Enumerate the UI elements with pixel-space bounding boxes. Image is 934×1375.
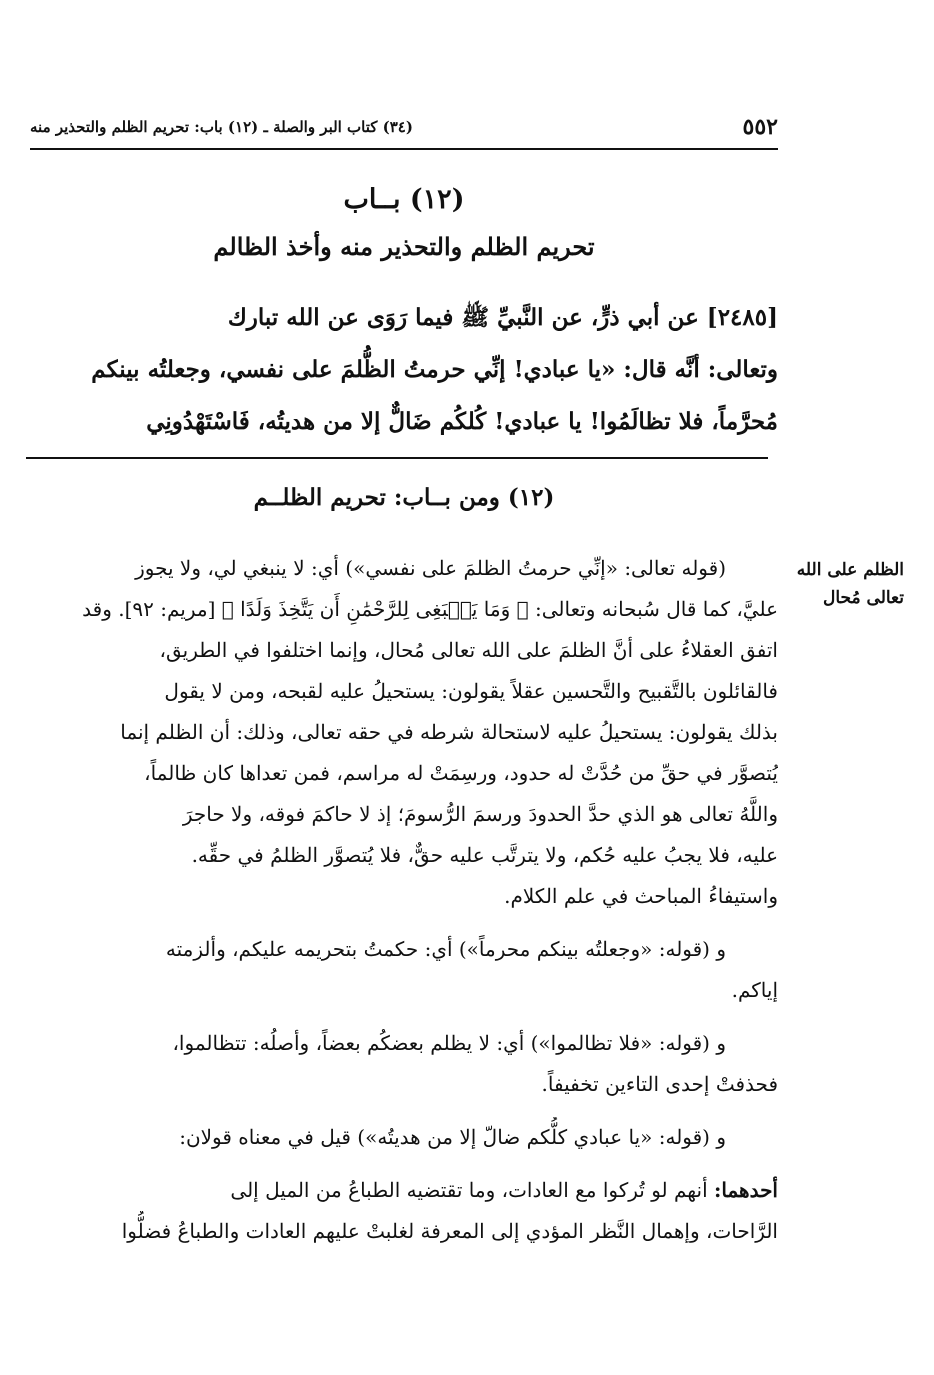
commentary-line: و (قوله: «فلا تظالموا») أي: لا يظلم بعضكُم بعضاً، وأصلُه: تتظالموا، (172, 1031, 726, 1055)
commentary-line: إياكم. (731, 978, 778, 1002)
commentary-line: الرَّاحات، وإهمال النَّظر المؤدي إلى المعرفة لغلبتْ عليهم العادات والطباعُ فضلُّوا (121, 1219, 778, 1243)
commentary-line: اتفق العقلاءُ على أنَّ الظلمَ على الله تعالى مُحال، وإنما اختلفوا في الطريق، (159, 638, 778, 662)
commentary-line: (قوله تعالى: «إنِّي حرمتُ الظلمَ على نفسي») أي: لا ينبغي لي، ولا يجوز (135, 556, 726, 580)
paragraph-lead: أحدهما: (713, 1178, 778, 1202)
commentary-line: واللَّهُ تعالى هو الذي حدَّ الحدودَ ورسمَ الرُّسومَ؛ إذ لا حاكمَ فوقه، ولا حاجرَ (182, 802, 778, 826)
hadith-line: وتعالى: أنَّه قال: «يا عبادي! إنِّي حرمتُ الظُّلمَ على نفسي، وجعلتُه بينكم (91, 356, 778, 383)
chapter-number: (١٢) بــاب (343, 184, 465, 215)
margin-note-line: الظلم على الله (796, 560, 904, 580)
commentary-line: عليَّ، كما قال سُبحانه وتعالى: ﴿ وَمَا يَنۢبَغِى لِلرَّحْمَٰنِ أَن يَتَّخِذَ وَلَدًا ﴾ [مريم: ٩٢]. وقد (82, 597, 778, 621)
margin-note (784, 556, 904, 612)
commentary-line: واستيفاءُ المباحث في علم الكلام. (504, 884, 778, 908)
page-number: ٥٥٢ (742, 114, 778, 140)
commentary-line: فحذفتْ إحدى التاءين تخفيفاً. (541, 1072, 778, 1096)
commentary-line-text: أنهم لو تُركوا مع العادات، وما تقتضيه الطباعُ من الميل إلى (230, 1178, 714, 1202)
commentary-line: و (قوله: «وجعلتُه بينكم محرماً») أي: حكمتُ بتحريمه عليكم، وألزمته (165, 937, 726, 961)
commentary-line (22, 1170, 778, 1211)
commentary-line: فالقائلون بالتَّقبيح والتَّحسين عقلاً يقولون: يستحيلُ عليه لقبحه، ومن لا يقول (164, 679, 778, 703)
margin-note-line: تعالى مُحال (823, 588, 904, 608)
chapter-title: تحريم الظلم والتحذير منه وأخذ الظالم (213, 232, 595, 261)
running-head: (٣٤) كتاب البر والصلة ـ (١٢) باب: تحريم الظلم والتحذير منه (30, 118, 413, 136)
commentary-line: عليه، فلا يجبُ عليه حُكم، ولا يترتَّب عليه حقٌّ، فلا يُتصوَّر الظلمُ في حقِّه. (191, 843, 778, 867)
section-divider (26, 457, 768, 459)
hadith-text (26, 292, 778, 448)
commentary-line: بذلك يقولون: يستحيلُ عليه لاستحالة شرطه في حقه تعالى، وذلك: أن الظلم إنما (120, 720, 778, 744)
hadith-line: مُحرَّماً، فلا تظالَمُوا! يا عبادي! كُلكُم ضَالٌّ إلا من هديتُه، فَاسْتَهْدُونِي (146, 408, 778, 435)
subchapter-title: (١٢) ومن بــاب: تحريم الظلــم (253, 484, 555, 511)
commentary-text (22, 548, 778, 1252)
commentary-line: و (قوله: «يا عبادي كلُّكم ضالّ إلا من هديتُه») قيل في معناه قولان: (179, 1125, 726, 1149)
commentary-line: يُتصوَّر في حقِّ من حُدَّتْ له حدود، ورسِمَتْ له مراسم، فمن تعداها كان ظالماً، (144, 761, 778, 785)
page-header (30, 112, 778, 142)
header-rule (30, 148, 778, 150)
hadith-line: [٢٤٨٥] عن أبي ذرٍّ، عن النَّبيِّ ﷺ فيما رَوَى عن الله تبارك (227, 304, 778, 331)
